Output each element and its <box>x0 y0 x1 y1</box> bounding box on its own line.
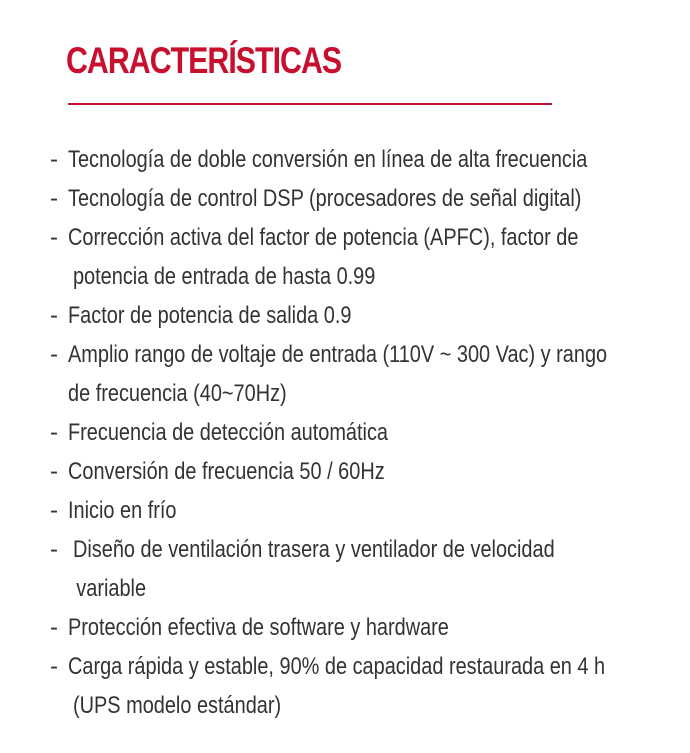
feature-text: Frecuencia de detección automática <box>68 419 389 446</box>
feature-text: Factor de potencia de salida 0.9 <box>68 302 352 329</box>
feature-bullet: - <box>50 419 58 446</box>
feature-text: Amplio rango de voltaje de entrada (110V ~ 300 Vac) y rango <box>68 341 608 368</box>
feature-item <box>50 452 670 491</box>
feature-text: Conversión de frecuencia 50 / 60Hz <box>68 458 385 485</box>
feature-item <box>50 140 670 179</box>
feature-bullet: - <box>50 185 58 212</box>
feature-bullet: - <box>50 302 58 329</box>
feature-text: Inicio en frío <box>68 497 177 524</box>
feature-item <box>50 413 670 452</box>
feature-bullet: - <box>50 614 58 641</box>
feature-text: Protección efectiva de software y hardware <box>68 614 449 641</box>
feature-item <box>50 530 670 608</box>
feature-text: Diseño de ventilación trasera y ventilador de velocidad <box>72 536 555 563</box>
feature-item <box>50 647 670 725</box>
section-title: CARACTERÍSTICAS <box>66 40 342 81</box>
feature-text: Tecnología de control DSP (procesadores de señal digital) <box>68 185 582 212</box>
feature-bullet: - <box>50 497 58 524</box>
feature-item <box>50 608 670 647</box>
feature-bullet: - <box>50 224 58 251</box>
feature-item <box>50 218 670 296</box>
feature-item <box>50 491 670 530</box>
feature-text-continuation: de frecuencia (40~70Hz) <box>68 380 287 407</box>
feature-text: Corrección activa del factor de potencia (APFC), factor de <box>68 224 579 251</box>
feature-item <box>50 296 670 335</box>
feature-text-continuation: potencia de entrada de hasta 0.99 <box>72 263 376 290</box>
feature-item <box>50 179 670 218</box>
title-underline <box>68 103 552 105</box>
feature-bullet: - <box>50 536 58 563</box>
feature-item <box>50 335 670 413</box>
feature-bullet: - <box>50 458 58 485</box>
feature-text: Tecnología de doble conversión en línea de alta frecuencia <box>68 146 588 173</box>
feature-bullet: - <box>50 653 58 680</box>
feature-text-continuation: variable <box>76 575 147 602</box>
feature-text: Carga rápida y estable, 90% de capacidad restaurada en 4 h <box>68 653 606 680</box>
feature-bullet: - <box>50 341 58 368</box>
feature-bullet: - <box>50 146 58 173</box>
feature-text-continuation: (UPS modelo estándar) <box>72 692 282 719</box>
features-list <box>50 140 670 725</box>
